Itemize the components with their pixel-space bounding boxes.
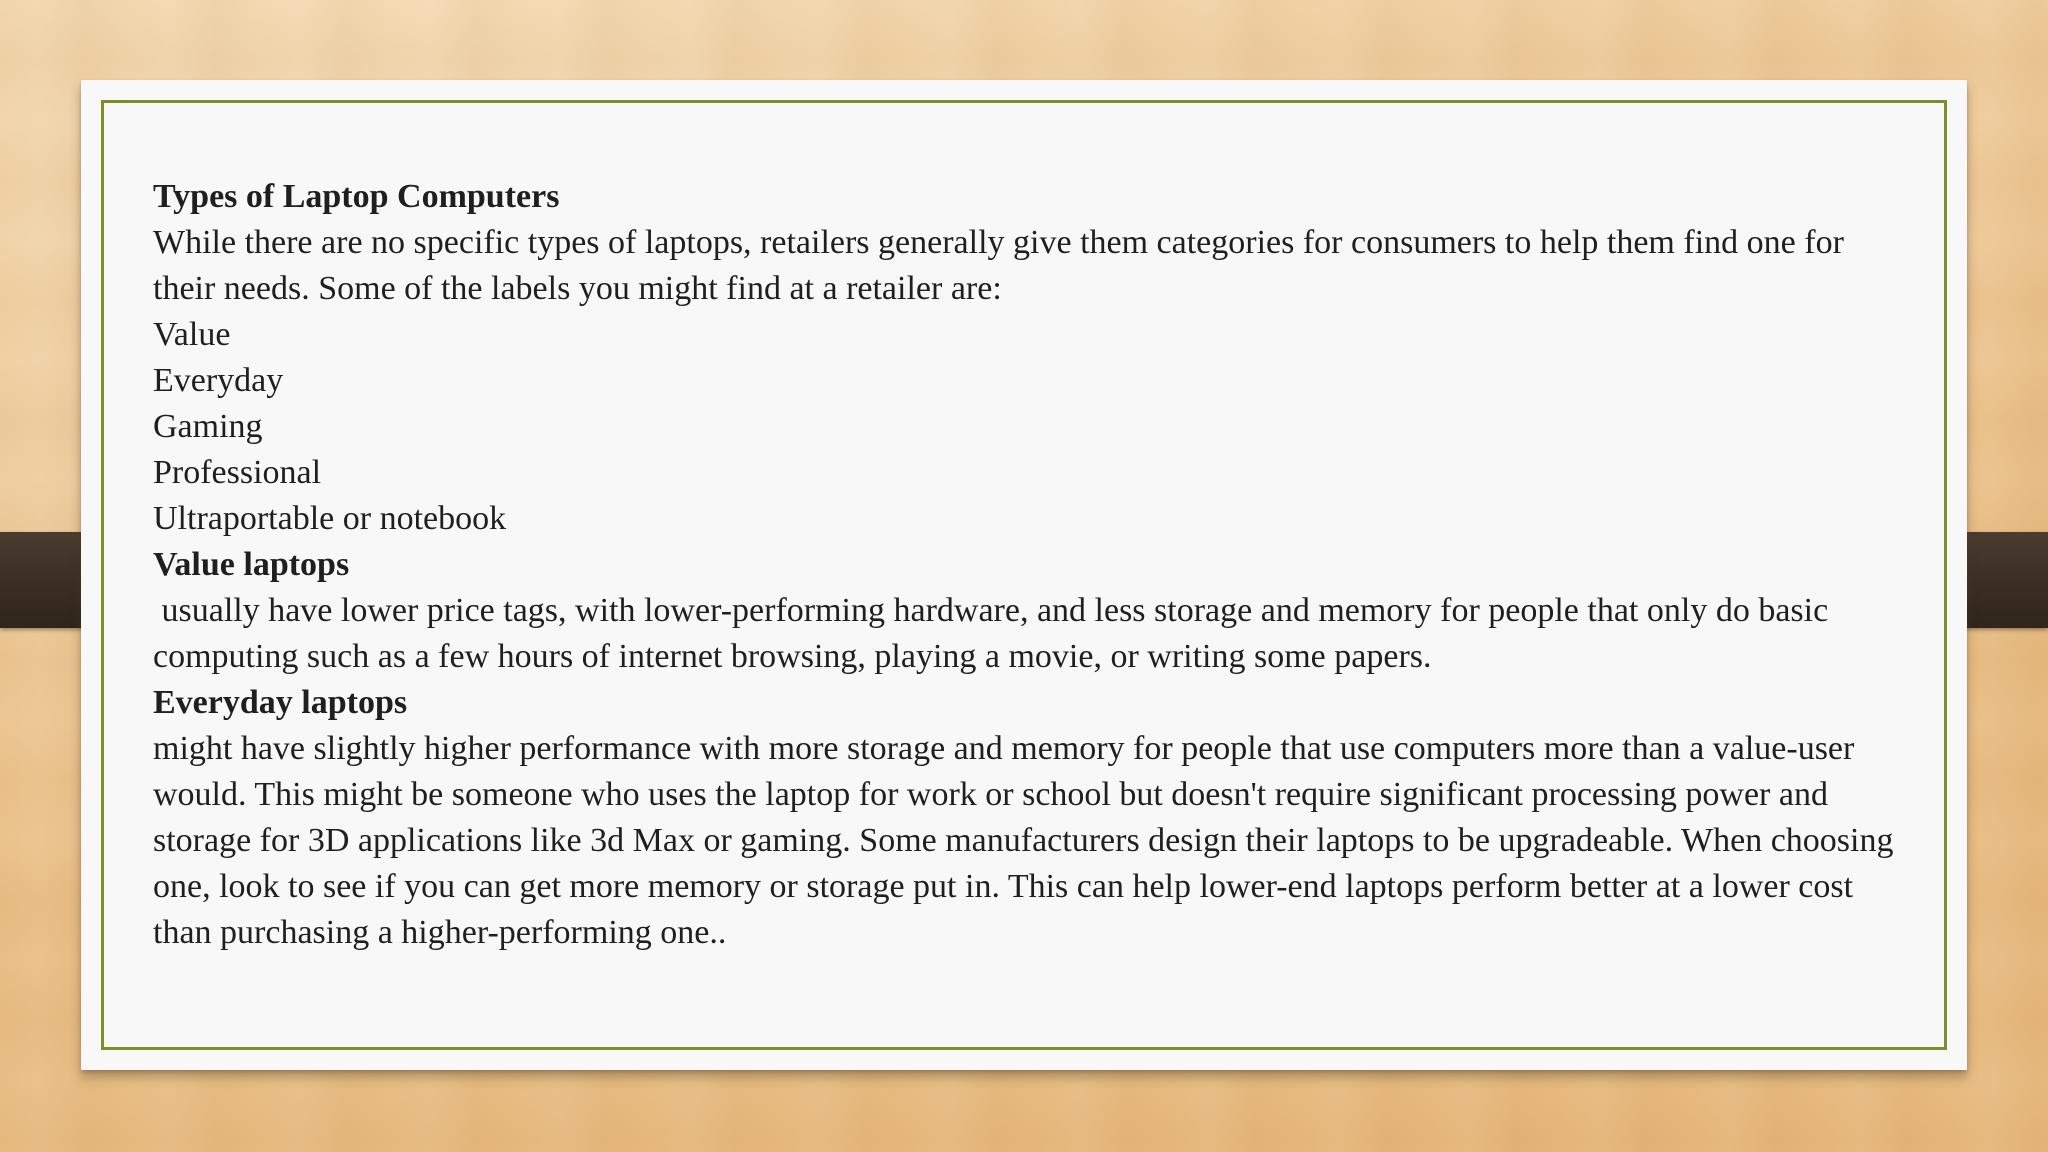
slide-paper bbox=[81, 80, 1967, 1070]
label-gaming: Gaming bbox=[153, 408, 263, 445]
slide-title: Types of Laptop Computers bbox=[153, 178, 560, 215]
label-professional: Professional bbox=[153, 454, 322, 491]
label-everyday: Everyday bbox=[153, 362, 284, 399]
label-value: Value bbox=[153, 316, 231, 353]
slide-content bbox=[153, 174, 1913, 956]
everyday-laptops-body: might have slightly higher performance with more storage and memory for people that use computers more than a value-user would. This might be someone who uses the laptop for work or school but doesn't require significant processing power and storage for 3D applications like 3d Max or gaming. Some manufacturers design their laptops to be upgradeable. When choosing one, look to see if you can get more memory or storage put in. This can help lower-end laptops perform better at a lower cost than purchasing a higher-performing one.. bbox=[153, 730, 1894, 951]
intro-paragraph: While there are no specific types of laptops, retailers generally give them categories for consumers to help them find one for their needs. Some of the labels you might find at a retailer are: bbox=[153, 224, 1844, 307]
value-laptops-heading: Value laptops bbox=[153, 546, 350, 583]
value-laptops-body: usually have lower price tags, with lower-performing hardware, and less storage and memory for people that only do basic computing such as a few hours of internet browsing, playing a movie, or writing some papers. bbox=[153, 592, 1837, 675]
label-ultraportable: Ultraportable or notebook bbox=[153, 500, 507, 537]
everyday-laptops-heading: Everyday laptops bbox=[153, 684, 408, 721]
